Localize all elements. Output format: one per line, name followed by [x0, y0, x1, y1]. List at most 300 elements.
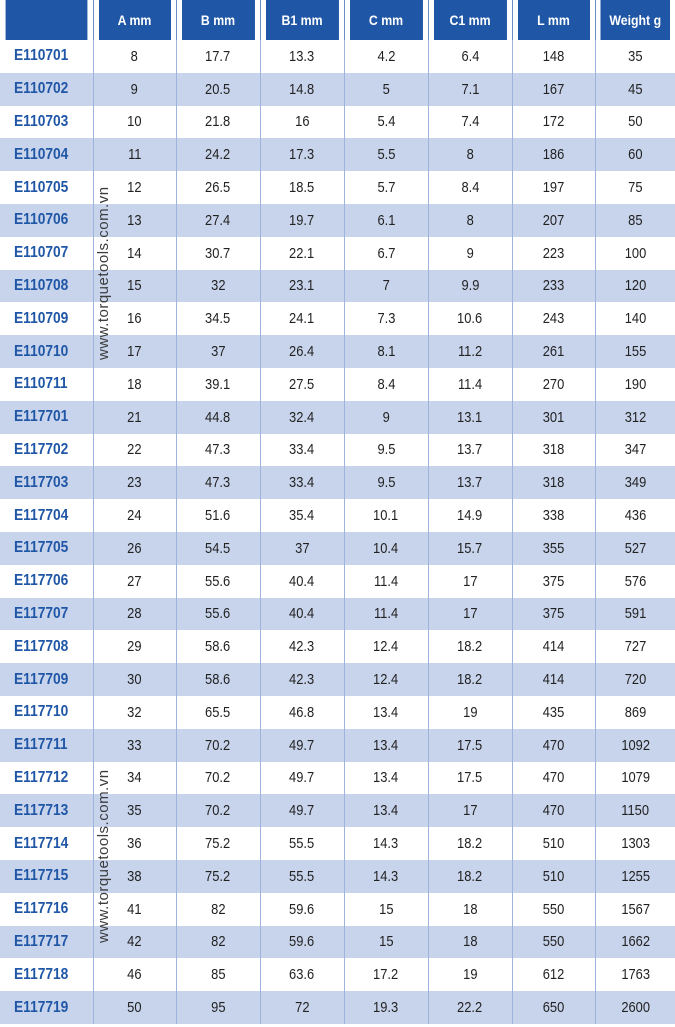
l-value: 186	[542, 146, 565, 164]
weight-value-cell	[595, 729, 675, 762]
b-value-cell	[176, 565, 260, 598]
weight-value: 436	[624, 507, 647, 525]
b1-value-cell	[260, 171, 344, 204]
table-row	[0, 958, 675, 991]
weight-value-cell	[595, 827, 675, 860]
c-value: 14.3	[373, 867, 399, 885]
c-value-cell	[344, 171, 428, 204]
weight-value-cell	[595, 565, 675, 598]
weight-value-cell	[595, 106, 675, 139]
c-value: 5.5	[377, 146, 395, 164]
c-value-cell	[344, 335, 428, 368]
a-value: 8	[130, 47, 139, 65]
b-value: 21.8	[205, 113, 231, 131]
b-value-cell	[176, 499, 260, 532]
c1-value: 19	[462, 966, 478, 984]
b-value-cell	[176, 466, 260, 499]
weight-value: 75	[628, 179, 643, 197]
b1-value-cell	[260, 565, 344, 598]
b1-value-cell	[260, 499, 344, 532]
product-code-cell	[0, 335, 93, 368]
a-value-cell	[93, 466, 176, 499]
c1-value-cell	[428, 40, 512, 73]
b-value: 17.7	[205, 47, 231, 65]
a-value: 24	[127, 507, 142, 525]
product-code: E110707	[14, 244, 69, 262]
product-code: E117708	[14, 637, 69, 655]
product-code: E117719	[14, 998, 69, 1016]
c1-value: 14.9	[457, 507, 483, 525]
c1-value-cell	[428, 598, 512, 631]
c1-value-cell	[428, 73, 512, 106]
product-code-cell	[0, 598, 93, 631]
weight-value: 720	[624, 671, 647, 689]
weight-value: 1150	[621, 802, 650, 820]
a-value-cell	[93, 630, 176, 663]
product-code: E117706	[14, 572, 69, 590]
c1-value: 18	[462, 933, 478, 951]
a-value: 23	[127, 474, 142, 492]
weight-value: 1662	[620, 933, 650, 951]
weight-value-cell	[595, 434, 675, 467]
c1-value-cell	[428, 958, 512, 991]
l-value-cell	[512, 729, 595, 762]
product-code-cell	[0, 401, 93, 434]
b-value: 95	[210, 999, 226, 1016]
b-value-cell	[176, 401, 260, 434]
l-value: 207	[542, 211, 565, 229]
weight-value-cell	[595, 598, 675, 631]
c-value-cell	[344, 696, 428, 729]
b1-value-cell	[260, 106, 344, 139]
a-value: 9	[130, 80, 139, 98]
weight-value-cell	[595, 138, 675, 171]
weight-value: 1092	[620, 736, 650, 754]
c-value: 8.4	[377, 375, 395, 393]
b1-value: 35.4	[289, 507, 315, 525]
b1-value-cell	[260, 794, 344, 827]
l-value: 470	[542, 802, 565, 820]
weight-value: 527	[624, 539, 647, 557]
b-value-cell	[176, 532, 260, 565]
product-code: E110705	[14, 178, 69, 196]
l-value-cell	[512, 663, 595, 696]
b1-value-cell	[260, 335, 344, 368]
a-value: 50	[127, 999, 142, 1016]
product-code: E117703	[14, 473, 69, 491]
table-row	[0, 532, 675, 565]
watermark-upper: www.torquetools.com.vn	[95, 186, 112, 360]
header-c: C mm	[349, 0, 423, 40]
weight-value: 45	[628, 80, 643, 98]
header-weight: Weight g	[600, 0, 670, 40]
a-value-cell	[93, 565, 176, 598]
weight-value-cell	[595, 991, 675, 1024]
c-value: 13.4	[373, 769, 399, 787]
product-code: E110704	[14, 145, 69, 163]
c-value: 13.4	[373, 802, 399, 820]
l-value: 414	[542, 638, 565, 656]
product-code-cell	[0, 204, 93, 237]
b1-value: 59.6	[289, 900, 315, 918]
c-value-cell	[344, 926, 428, 959]
c-value: 13.4	[373, 736, 399, 754]
c-value-cell	[344, 630, 428, 663]
c-value: 7.3	[377, 310, 395, 328]
product-code-cell	[0, 40, 93, 73]
product-code-cell	[0, 991, 93, 1024]
product-code: E117718	[14, 965, 69, 983]
c-value: 12.4	[373, 638, 399, 656]
b-value-cell	[176, 171, 260, 204]
b-value-cell	[176, 893, 260, 926]
product-code: E117709	[14, 670, 69, 688]
a-value: 26	[127, 539, 142, 557]
b1-value: 49.7	[289, 802, 315, 820]
b-value-cell	[176, 630, 260, 663]
weight-value: 140	[624, 310, 647, 328]
b-value-cell	[176, 958, 260, 991]
weight-value-cell	[595, 270, 675, 303]
c-value: 11.4	[373, 572, 399, 590]
c1-value-cell	[428, 893, 512, 926]
product-code: E117705	[14, 539, 69, 557]
c-value-cell	[344, 499, 428, 532]
table-row	[0, 499, 675, 532]
weight-value: 1255	[620, 867, 650, 885]
b-value: 24.2	[205, 146, 231, 164]
product-code-cell	[0, 499, 93, 532]
l-value: 650	[542, 999, 565, 1016]
product-code: E117712	[14, 768, 69, 786]
a-value: 15	[127, 277, 142, 295]
a-value: 28	[127, 605, 142, 623]
product-code: E117710	[14, 703, 69, 721]
a-value: 34	[127, 769, 142, 787]
c-value: 10.1	[373, 507, 399, 525]
b-value: 47.3	[205, 474, 231, 492]
a-value: 30	[127, 671, 142, 689]
b1-value: 37	[294, 539, 310, 557]
b1-value: 27.5	[289, 375, 315, 393]
header-b: B mm	[181, 0, 255, 40]
product-code-cell	[0, 630, 93, 663]
l-value-cell	[512, 598, 595, 631]
l-value: 172	[542, 113, 565, 131]
l-value: 233	[542, 277, 565, 295]
c1-value-cell	[428, 466, 512, 499]
b1-value-cell	[260, 401, 344, 434]
c1-value: 18.2	[457, 638, 483, 656]
weight-value: 349	[624, 474, 647, 492]
c1-value: 15.7	[457, 539, 483, 557]
product-code: E117716	[14, 900, 69, 918]
c1-value-cell	[428, 663, 512, 696]
product-code: E110710	[14, 342, 69, 360]
a-value: 22	[127, 441, 142, 459]
c1-value: 6.4	[461, 47, 479, 65]
product-code: E117702	[14, 440, 69, 458]
product-code-cell	[0, 958, 93, 991]
weight-value: 1567	[620, 900, 650, 918]
c1-value: 13.7	[457, 441, 483, 459]
b1-value: 55.5	[289, 867, 315, 885]
a-value-cell	[93, 663, 176, 696]
table-row	[0, 565, 675, 598]
b1-value-cell	[260, 532, 344, 565]
b1-value-cell	[260, 663, 344, 696]
l-value: 510	[542, 867, 565, 885]
weight-value: 1303	[620, 835, 650, 853]
l-value-cell	[512, 958, 595, 991]
b-value-cell	[176, 368, 260, 401]
weight-value: 576	[624, 572, 647, 590]
b-value: 82	[210, 933, 226, 951]
l-value: 375	[542, 572, 565, 590]
b1-value: 14.8	[289, 80, 315, 98]
c1-value: 9.9	[461, 277, 479, 295]
l-value: 197	[542, 179, 565, 197]
product-code: E117714	[14, 834, 69, 852]
l-value-cell	[512, 434, 595, 467]
c1-value-cell	[428, 368, 512, 401]
header-b1: B1 mm	[265, 0, 339, 40]
weight-value-cell	[595, 926, 675, 959]
b1-value-cell	[260, 991, 344, 1024]
c-value-cell	[344, 106, 428, 139]
c-value-cell	[344, 368, 428, 401]
a-value: 16	[127, 310, 142, 328]
c1-value-cell	[428, 302, 512, 335]
product-code: E110702	[14, 80, 69, 98]
b1-value: 55.5	[289, 835, 315, 853]
table-row	[0, 368, 675, 401]
c1-value: 8.4	[461, 179, 479, 197]
table-row	[0, 466, 675, 499]
b1-value-cell	[260, 466, 344, 499]
b-value: 27.4	[205, 211, 231, 229]
c-value: 6.7	[377, 244, 395, 262]
product-code: E110711	[14, 375, 68, 393]
b-value-cell	[176, 991, 260, 1024]
c1-value-cell	[428, 204, 512, 237]
c1-value: 17	[462, 605, 478, 623]
a-value-cell	[93, 40, 176, 73]
table-row	[0, 73, 675, 106]
c1-value: 8	[466, 211, 474, 229]
c1-value-cell	[428, 335, 512, 368]
c1-value-cell	[428, 630, 512, 663]
product-code-cell	[0, 434, 93, 467]
l-value: 148	[542, 47, 565, 65]
b-value: 55.6	[205, 605, 231, 623]
a-value: 42	[127, 933, 142, 951]
c-value-cell	[344, 827, 428, 860]
weight-value: 120	[624, 277, 647, 295]
c-value-cell	[344, 860, 428, 893]
product-code-cell	[0, 893, 93, 926]
table-row	[0, 40, 675, 73]
l-value-cell	[512, 302, 595, 335]
l-value: 375	[542, 605, 565, 623]
c1-value: 13.1	[457, 408, 483, 426]
c-value-cell	[344, 138, 428, 171]
a-value: 18	[127, 375, 142, 393]
product-code-cell	[0, 237, 93, 270]
l-value: 301	[542, 408, 565, 426]
table-row	[0, 630, 675, 663]
b1-value: 18.5	[289, 179, 315, 197]
c1-value-cell	[428, 434, 512, 467]
l-value-cell	[512, 991, 595, 1024]
weight-value-cell	[595, 237, 675, 270]
l-value-cell	[512, 893, 595, 926]
c1-value: 22.2	[457, 999, 483, 1016]
c-value-cell	[344, 466, 428, 499]
b-value-cell	[176, 270, 260, 303]
a-value-cell	[93, 106, 176, 139]
l-value-cell	[512, 335, 595, 368]
b1-value-cell	[260, 696, 344, 729]
c-value: 5.4	[377, 113, 395, 131]
b1-value: 40.4	[289, 572, 315, 590]
b1-value-cell	[260, 138, 344, 171]
weight-value-cell	[595, 401, 675, 434]
a-value-cell	[93, 532, 176, 565]
table-row	[0, 106, 675, 139]
c1-value-cell	[428, 860, 512, 893]
c-value-cell	[344, 204, 428, 237]
l-value: 470	[542, 769, 565, 787]
header-c1: C1 mm	[433, 0, 507, 40]
weight-value: 1763	[620, 966, 650, 984]
table-row	[0, 663, 675, 696]
a-value-cell	[93, 73, 176, 106]
b-value: 51.6	[205, 507, 231, 525]
table-row	[0, 138, 675, 171]
c1-value-cell	[428, 171, 512, 204]
b1-value-cell	[260, 762, 344, 795]
product-code-cell	[0, 138, 93, 171]
product-code: E110701	[14, 47, 69, 65]
a-value: 17	[127, 343, 142, 361]
b-value-cell	[176, 434, 260, 467]
weight-value-cell	[595, 532, 675, 565]
l-value-cell	[512, 532, 595, 565]
b-value-cell	[176, 237, 260, 270]
l-value: 470	[542, 736, 565, 754]
weight-value: 155	[624, 343, 647, 361]
weight-value-cell	[595, 499, 675, 532]
b1-value: 17.3	[289, 146, 315, 164]
b1-value: 33.4	[289, 441, 315, 459]
product-code-cell	[0, 73, 93, 106]
weight-value: 35	[628, 47, 643, 65]
header-a: A mm	[98, 0, 171, 40]
b1-value-cell	[260, 40, 344, 73]
b1-value: 63.6	[289, 966, 315, 984]
b-value: 30.7	[205, 244, 231, 262]
weight-value-cell	[595, 204, 675, 237]
b1-value-cell	[260, 729, 344, 762]
c-value-cell	[344, 73, 428, 106]
l-value-cell	[512, 565, 595, 598]
c-value-cell	[344, 40, 428, 73]
table-row	[0, 598, 675, 631]
weight-value: 312	[624, 408, 647, 426]
c-value: 15	[378, 900, 394, 918]
l-value-cell	[512, 499, 595, 532]
weight-value-cell	[595, 302, 675, 335]
c-value: 4.2	[377, 47, 395, 65]
b1-value-cell	[260, 958, 344, 991]
c-value-cell	[344, 434, 428, 467]
b1-value: 19.7	[289, 211, 315, 229]
c1-value-cell	[428, 138, 512, 171]
b-value-cell	[176, 204, 260, 237]
c1-value-cell	[428, 729, 512, 762]
c1-value-cell	[428, 237, 512, 270]
a-value: 35	[127, 802, 142, 820]
c1-value-cell	[428, 991, 512, 1024]
product-code: E117704	[14, 506, 69, 524]
product-code-cell	[0, 368, 93, 401]
weight-value: 1079	[620, 769, 650, 787]
b-value: 39.1	[205, 375, 231, 393]
weight-value-cell	[595, 73, 675, 106]
c-value: 17.2	[373, 966, 399, 984]
a-value: 13	[127, 211, 142, 229]
a-value: 46	[127, 966, 142, 984]
c-value-cell	[344, 565, 428, 598]
product-code: E117701	[14, 408, 69, 426]
product-code: E117707	[14, 604, 69, 622]
c1-value: 18.2	[457, 671, 483, 689]
product-code: E117717	[14, 932, 69, 950]
b1-value-cell	[260, 302, 344, 335]
c-value-cell	[344, 270, 428, 303]
c-value-cell	[344, 598, 428, 631]
weight-value-cell	[595, 794, 675, 827]
table-row	[0, 401, 675, 434]
b-value-cell	[176, 335, 260, 368]
header-l: L mm	[517, 0, 590, 40]
c-value-cell	[344, 991, 428, 1024]
c-value: 5	[382, 80, 390, 98]
b1-value-cell	[260, 434, 344, 467]
product-code-cell	[0, 171, 93, 204]
b1-value: 16	[294, 113, 310, 131]
product-code: E110709	[14, 309, 69, 327]
b1-value-cell	[260, 270, 344, 303]
b-value: 75.2	[205, 835, 231, 853]
a-value: 41	[127, 900, 142, 918]
l-value: 612	[542, 966, 565, 984]
c1-value-cell	[428, 565, 512, 598]
c-value: 15	[378, 933, 394, 951]
b-value-cell	[176, 40, 260, 73]
product-code-cell	[0, 532, 93, 565]
a-value-cell	[93, 499, 176, 532]
product-code-cell	[0, 565, 93, 598]
weight-value-cell	[595, 696, 675, 729]
b1-value-cell	[260, 598, 344, 631]
l-value-cell	[512, 368, 595, 401]
c1-value-cell	[428, 794, 512, 827]
b-value: 58.6	[205, 638, 231, 656]
b1-value-cell	[260, 893, 344, 926]
b-value: 34.5	[205, 310, 231, 328]
